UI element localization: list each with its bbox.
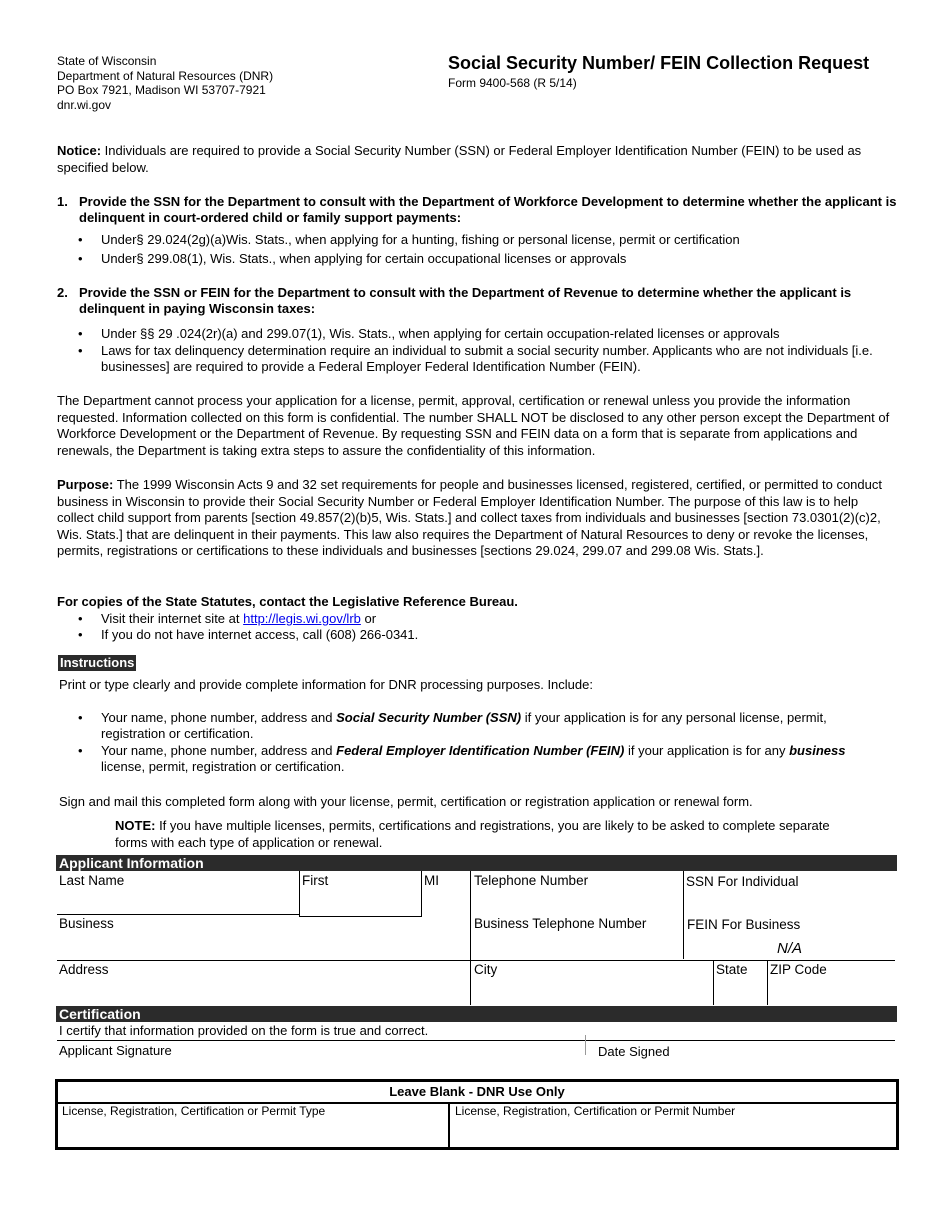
dnr-use-box xyxy=(55,1079,899,1150)
notice-paragraph xyxy=(57,143,897,176)
bullet-text: Under§ 29.024(2g)(a)Wis. Stats., when applying for a hunting, fishing or personal license, permit or certification xyxy=(101,232,740,247)
mi-label: MI xyxy=(424,873,439,888)
purpose-text: The 1999 Wisconsin Acts 9 and 32 set requirements for people and businesses licensed, registered, certified, or permitted to conduct business in Wisconsin to provide their Social Security Number or Federal Employer Identification Number. The purpose of this law is to help collect child support from parents [section 49.857(2)(b)5, Wis. Stats.] and collect taxes from individuals and businesses [section 73.0301(2)(c)2, Wis. Stats.] that are delinquent in their payments. This law also requires the Department of Natural Resources to deny or revoke the licenses, permits, registrations or certifications to these individuals and businesses [sections 29.024, 299.07 and 299.08 Wis. Stats.]. xyxy=(57,477,882,558)
list-item: • Under§ 29.024(2g)(a)Wis. Stats., when applying for a hunting, fishing or personal license, permit or certification xyxy=(78,232,888,248)
date-signed-input[interactable] xyxy=(676,1059,892,1063)
bullet-text: Under §§ 29 .024(2r)(a) and 299.07(1), Wis. Stats., when applying for certain occupation-related licenses or approvals xyxy=(101,326,780,341)
zip-input[interactable] xyxy=(769,980,895,1002)
visit-prefix: Visit their internet site at xyxy=(101,611,244,626)
agency-address-block xyxy=(57,54,273,112)
divider xyxy=(470,871,471,1005)
item-text: Provide the SSN for the Department to consult with the Department of Workforce Development to determine whether the applicant is delinquent in court-ordered child or family support payments: xyxy=(79,194,897,225)
list-item: • Laws for tax delinquency determination require an individual to submit a social security number. Applicants who are not individuals [i.e. businesses] are required to provide a Federal Employer Federal Identification Number (FEIN). xyxy=(78,343,888,375)
date-signed-label: Date Signed xyxy=(598,1044,670,1059)
list-item: • Your name, phone number, address and Social Security Number (SSN) if your application is for any personal license, permit, registration or certification. xyxy=(78,710,827,741)
business-input[interactable] xyxy=(57,934,463,956)
divider xyxy=(448,1104,450,1147)
notice-text: Individuals are required to provide a Social Security Number (SSN) or Federal Employer Identification Number (FEIN) to be used as specified below. xyxy=(57,143,862,175)
requirement-item-1 xyxy=(57,194,897,226)
bullet-text: Under§ 299.08(1), Wis. Stats., when applying for certain occupational licenses or approvals xyxy=(101,251,627,266)
telephone-input[interactable] xyxy=(472,891,682,911)
agency-line: State of Wisconsin xyxy=(57,54,157,68)
note-paragraph xyxy=(115,818,835,851)
applicant-info-heading: Applicant Information xyxy=(56,855,897,871)
dnr-use-title: Leave Blank - DNR Use Only xyxy=(58,1082,896,1104)
list-item: • Under §§ 29 .024(2r)(a) and 299.07(1), Wis. Stats., when applying for certain occupation-related licenses or approvals xyxy=(78,326,888,342)
note-text: If you have multiple licenses, permits, certifications and registrations, you are likely to be asked to complete separate forms with each type of application or renewal. xyxy=(115,818,830,850)
business-emphasis: business xyxy=(789,743,846,758)
note-label: NOTE: xyxy=(115,818,156,833)
item-text: Provide the SSN or FEIN for the Department to consult with the Department of Revenue to determine whether the applicant is delinquent in paying Wisconsin taxes: xyxy=(79,285,852,316)
visit-suffix: or xyxy=(360,611,377,626)
state-label: State xyxy=(716,962,748,977)
agency-line: dnr.wi.gov xyxy=(57,97,112,112)
certification-statement: I certify that information provided on the form is true and correct. xyxy=(59,1023,429,1038)
fein-label: FEIN For Business xyxy=(687,917,801,932)
divider xyxy=(713,961,714,1005)
bullet-text: Your name, phone number, address and xyxy=(101,710,337,725)
divider xyxy=(57,914,299,915)
address-input[interactable] xyxy=(57,980,468,1002)
purpose-label: Purpose: xyxy=(57,477,114,492)
divider xyxy=(421,871,422,917)
confidentiality-paragraph: The Department cannot process your application for a license, permit, approval, certification or renewal unless you provide the information requested. Information collected on this form is confidential. The number SHALL NOT be disclosed to any other person except the Department of Workforce Development or the Department of Revenue. By requesting SSN and FEIN data on a form that is separate from applications and renewals, the Department is taking extra steps to assure the confidentiality of this information. xyxy=(57,393,890,458)
mail-instructions: Sign and mail this completed form along with your license, permit, certification or registration application or renewal form. xyxy=(59,794,753,809)
divider xyxy=(767,961,768,1005)
item-number: 1. xyxy=(57,194,68,209)
signature-label: Applicant Signature xyxy=(59,1043,172,1058)
telephone-label: Telephone Number xyxy=(474,873,589,888)
purpose-paragraph xyxy=(57,477,897,560)
last-name-label: Last Name xyxy=(59,873,125,888)
address-label: Address xyxy=(59,962,109,977)
zip-label: ZIP Code xyxy=(770,962,827,977)
divider xyxy=(299,871,300,917)
certification-heading: Certification xyxy=(56,1006,897,1022)
business-label: Business xyxy=(59,916,114,931)
divider xyxy=(683,871,684,959)
signature-input[interactable] xyxy=(57,1059,583,1063)
list-item: • Your name, phone number, address and Federal Employer Identification Number (FEIN) if your application is for any business license, permit, registration or certification. xyxy=(78,743,846,774)
statutes-heading: For copies of the State Statutes, contact the Legislative Reference Bureau. xyxy=(57,594,518,609)
list-item: • Under§ 299.08(1), Wis. Stats., when applying for certain occupational licenses or approvals xyxy=(78,251,888,267)
mi-input[interactable] xyxy=(423,891,467,911)
fein-emphasis: Federal Employer Identification Number (FEIN) xyxy=(336,743,625,758)
bullet-text: Laws for tax delinquency determination require an individual to submit a social security number. Applicants who are not individuals [i.e. businesses] are required to provide a Federal Employer Federal Identification Number (FEIN). xyxy=(101,343,873,374)
bullet-text: if your application is for any personal license, permit, registration or certification. xyxy=(101,710,827,741)
permit-type-label: License, Registration, Certification or Permit Type xyxy=(62,1104,326,1118)
divider xyxy=(299,916,421,917)
form-number: Form 9400-568 (R 5/14) xyxy=(448,76,577,90)
instructions-heading: Instructions xyxy=(60,655,135,670)
divider xyxy=(57,960,895,961)
city-input[interactable] xyxy=(472,980,714,1002)
list-item: • If you do not have internet access, call (608) 266-0341. xyxy=(78,627,888,643)
last-name-input[interactable] xyxy=(57,891,299,911)
item-number: 2. xyxy=(57,285,68,300)
agency-line: PO Box 7921, Madison WI 53707-7921 xyxy=(57,83,266,97)
fein-value: N/A xyxy=(777,940,803,957)
state-input[interactable] xyxy=(715,980,767,1002)
form-title: Social Security Number/ FEIN Collection Request xyxy=(448,53,870,73)
agency-line: Department of Natural Resources (DNR) xyxy=(57,68,274,83)
lrb-link[interactable]: http://legis.wi.gov/lrb xyxy=(243,611,361,626)
business-telephone-input[interactable] xyxy=(472,934,682,956)
ssn-label: SSN For Individual xyxy=(686,874,799,889)
bullet-text: Your name, phone number, address and xyxy=(101,743,337,758)
instructions-intro: Print or type clearly and provide complete information for DNR processing purposes. Include: xyxy=(59,677,593,692)
requirement-item-2 xyxy=(57,285,897,317)
city-label: City xyxy=(474,962,498,977)
ssn-emphasis: Social Security Number (SSN) xyxy=(336,710,522,725)
divider xyxy=(585,1035,586,1055)
phone-line: If you do not have internet access, call (608) 266-0341. xyxy=(101,627,419,642)
first-name-label: First xyxy=(302,873,329,888)
permit-number-label: License, Registration, Certification or Permit Number xyxy=(455,1104,736,1118)
list-item: • Visit their internet site at http://legis.wi.gov/lrb or xyxy=(78,611,377,626)
divider xyxy=(57,1040,895,1041)
first-name-input[interactable] xyxy=(301,891,419,911)
bullet-text: license, permit, registration or certification. xyxy=(101,759,345,774)
notice-label: Notice: xyxy=(57,143,102,158)
ssn-input[interactable] xyxy=(685,892,895,912)
business-telephone-label: Business Telephone Number xyxy=(474,916,647,931)
bullet-text: if your application is for any xyxy=(624,743,790,758)
